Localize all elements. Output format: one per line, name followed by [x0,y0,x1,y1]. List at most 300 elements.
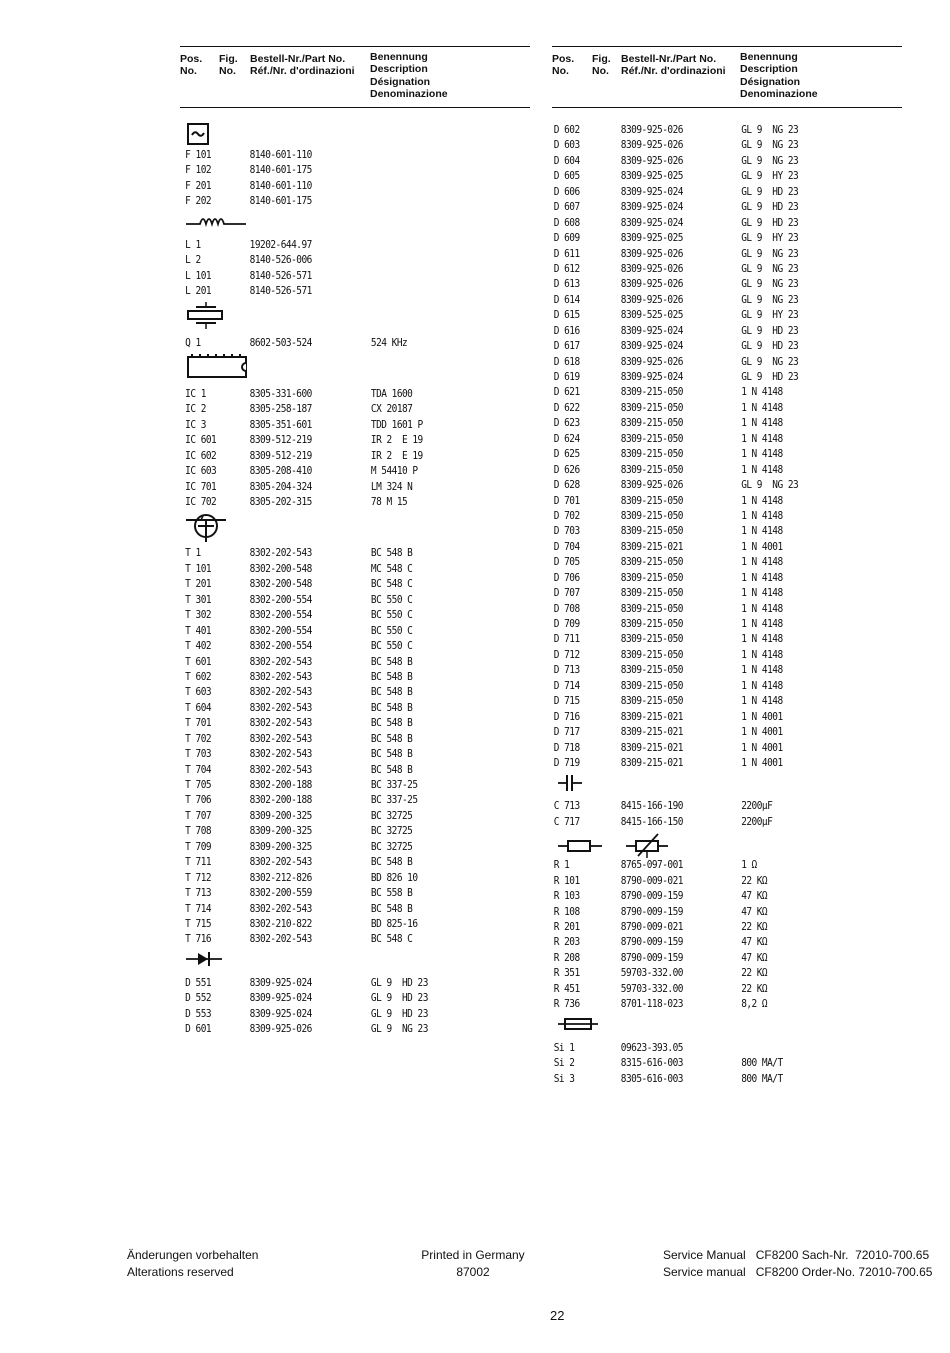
part-number-cell: 8701-118-023 [620,997,683,1011]
component-symbol [180,122,530,144]
designation-cell: GL 9 NG 23 [370,1022,428,1036]
designation-cell: GL 9 HD 23 [741,323,799,337]
designation-cell: 1 N 4001 [741,709,783,723]
part-number-cell: 8309-215-050 [620,431,683,445]
table-row [180,448,481,463]
designation-cell: 1 N 4148 [741,570,783,584]
designation-cell: 1 Ω [741,858,757,872]
part-number-cell: 8302-200-554 [249,623,312,637]
position-cell: IC 701 [185,479,217,493]
part-number-cell: 8309-925-024 [249,991,312,1005]
designation-cell: 22 KΩ [741,920,768,933]
designation-cell: GL 9 NG 23 [741,123,799,136]
position-cell: D 616 [553,323,580,337]
table-row [180,931,481,946]
table-row [180,792,481,807]
position-cell: R 451 [553,981,580,995]
position-cell: T 1 [185,546,201,560]
table-row [552,523,853,538]
designation-cell: GL 9 HD 23 [741,370,799,383]
header-pos: Pos. No. [552,53,575,78]
designation-cell: BC 548 B [370,546,413,560]
table-row [552,601,853,616]
designation-cell: M 54410 P [370,464,418,478]
position-cell: D 606 [553,184,580,198]
table-row [552,678,853,693]
designation-cell: 78 M 15 [370,495,408,508]
designation-cell: 1 N 4001 [741,725,783,739]
designation-cell: 1 N 4148 [741,447,783,461]
position-cell: T 705 [185,778,212,791]
table-row [180,990,481,1005]
position-cell: D 618 [553,354,580,368]
designation-cell: BC 548 B [370,669,413,683]
position-cell: L 201 [185,284,212,298]
header-designation: Benennung Description Désignation Denominazione [370,51,448,101]
designation-cell: 8,2 Ω [741,997,768,1011]
designation-cell: BC 550 C [370,608,413,622]
part-number-cell: 8302-200-554 [249,608,312,622]
position-cell: D 708 [553,601,580,615]
part-number-cell: 8309-215-050 [620,447,683,461]
footer-left [127,1247,258,1281]
table-row [552,662,853,677]
position-cell: D 625 [553,447,580,461]
designation-cell: 524 KHz [370,335,408,349]
part-number-cell: 8302-202-543 [249,700,312,714]
designation-cell: 47 KΩ [741,950,768,964]
designation-cell: BC 558 B [370,886,413,900]
position-cell: Si 2 [553,1056,575,1070]
designation-cell: 1 N 4001 [741,539,783,553]
position-cell: D 551 [185,975,212,989]
header-part-no: Bestell-Nr./Part No. Réf./Nr. d'ordinazioni [250,53,355,78]
part-number-cell: 8309-925-026 [620,123,683,136]
table-row [180,638,481,653]
position-cell: R 351 [553,966,580,980]
component-symbol [180,353,530,383]
table-row [180,839,481,854]
designation-cell: GL 9 NG 23 [741,138,799,152]
footer-right [663,1247,932,1281]
position-cell: R 208 [553,950,580,964]
table-row [552,965,853,980]
part-number-cell: 8309-215-050 [620,570,683,584]
position-cell: IC 3 [185,417,206,431]
component-symbol [180,212,530,234]
designation-cell: TDD 1601 P [370,417,423,431]
designation-cell: CX 20187 [370,402,413,416]
component-symbol [180,302,530,332]
part-number-cell: 8415-166-190 [620,799,683,813]
position-cell: D 701 [553,493,580,507]
position-cell: T 201 [185,577,212,591]
position-cell: D 602 [553,123,580,136]
designation-cell: 22 KΩ [741,981,768,995]
table-row [552,724,853,739]
designation-cell: IR 2 E 19 [370,433,423,447]
designation-cell: 1 N 4148 [741,601,783,615]
table-row [180,901,481,916]
table-row [180,808,481,823]
part-number-cell: 8140-526-571 [249,284,312,298]
part-number-cell: 8302-200-188 [249,778,312,791]
position-cell: D 612 [553,261,580,275]
designation-cell: GL 9 NG 23 [741,292,799,306]
designation-cell: 1 N 4148 [741,647,783,661]
parts-list-left [180,122,530,1037]
header-part-no: Bestell-Nr./Part No. Réf./Nr. d'ordinazioni [621,53,726,78]
table-row [552,798,853,813]
position-cell: D 711 [553,632,580,646]
table-row [552,338,853,353]
table-row [552,1071,853,1086]
table-row [552,508,853,523]
part-number-cell: 8309-512-219 [249,433,312,447]
table-row [552,168,853,183]
designation-cell: GL 9 NG 23 [741,478,799,492]
table-row [180,386,481,401]
position-cell: T 712 [185,870,212,884]
part-number-cell: 8309-925-025 [620,231,683,245]
position-cell: R 108 [553,904,580,918]
designation-cell: 800 MA/T [741,1056,783,1070]
designation-cell: GL 9 HD 23 [741,339,799,353]
designation-cell: BC 32725 [370,824,413,838]
position-cell: D 613 [553,277,580,291]
designation-cell: 1 N 4148 [741,694,783,708]
part-number-cell: 8309-925-026 [620,153,683,167]
part-number-cell: 8309-215-050 [620,462,683,476]
part-number-cell: 8302-200-554 [249,592,312,606]
designation-cell: GL 9 HY 23 [741,308,799,322]
part-number-cell: 8602-503-524 [249,335,312,349]
table-header [180,46,530,108]
part-number-cell: 8309-925-026 [620,292,683,306]
designation-cell: BC 548 B [370,685,413,699]
table-row [180,1006,481,1021]
designation-cell: BD 826 10 [370,870,418,884]
designation-cell: 1 N 4148 [741,508,783,522]
part-number-cell: 8140-601-175 [249,194,312,208]
table-row [552,647,853,662]
table-row [180,715,481,730]
table-row [552,539,853,554]
position-cell: T 708 [185,824,212,838]
header-fig: Fig. No. [219,53,238,78]
footer-line: Änderungen vorbehalten [127,1248,259,1262]
position-cell: D 709 [553,617,580,630]
table-row [180,607,481,622]
position-cell: D 553 [185,1006,212,1020]
designation-cell: 1 N 4001 [741,740,783,754]
table-row [552,755,853,770]
table-row [180,870,481,885]
position-cell: L 1 [185,237,201,251]
table-row [552,307,853,322]
table-row [552,554,853,569]
part-number-cell: 8309-215-021 [620,725,683,739]
part-number-cell: 8309-215-021 [620,709,683,723]
designation-cell: BC 337-25 [370,793,418,807]
component-symbol [180,512,530,542]
table-row [180,162,481,177]
table-row [552,709,853,724]
position-cell: R 736 [553,997,580,1011]
position-cell: D 717 [553,725,580,739]
position-cell: F 201 [185,178,212,192]
part-number-cell: 8309-525-025 [620,308,683,322]
designation-cell: BC 548 B [370,654,413,668]
table-row [180,1021,481,1036]
designation-cell: 1 N 4148 [741,663,783,677]
part-number-cell: 8309-215-050 [620,524,683,538]
position-cell: D 716 [553,709,580,723]
part-number-cell: 8309-215-050 [620,647,683,661]
table-row [180,762,481,777]
table-row [552,415,853,430]
part-number-cell: 8309-215-050 [620,493,683,507]
part-number-cell: 8309-200-325 [249,839,312,853]
table-row [180,854,481,869]
part-number-cell: 8305-202-315 [249,495,312,508]
part-number-cell: 8309-925-024 [249,975,312,989]
part-number-cell: 8309-215-050 [620,632,683,646]
designation-cell: 2200µF [741,814,773,828]
component-symbol [180,950,530,972]
table-row [552,261,853,276]
designation-cell: GL 9 NG 23 [741,261,799,275]
position-cell: D 706 [553,570,580,584]
table-row [180,417,481,432]
position-cell: R 203 [553,935,580,949]
position-cell: Si 3 [553,1071,575,1085]
table-row [552,323,853,338]
table-row [552,570,853,585]
designation-cell: BC 548 B [370,747,413,761]
table-row [552,814,853,829]
page-number: 22 [550,1308,565,1323]
part-number-cell: 8309-215-050 [620,617,683,630]
position-cell: D 624 [553,431,580,445]
designation-cell: BC 550 C [370,623,413,637]
designation-cell: 1 N 4148 [741,555,783,569]
part-number-cell: 8305-331-600 [249,386,312,400]
position-cell: D 707 [553,586,580,600]
part-number-cell: 8305-616-003 [620,1071,683,1085]
designation-cell: 47 KΩ [741,904,768,918]
table-row [180,268,481,283]
position-cell: D 628 [553,478,580,492]
header-fig: Fig. No. [592,53,611,78]
position-cell: L 101 [185,268,212,282]
part-number-cell: 8302-200-548 [249,561,312,575]
designation-cell: BD 825-16 [370,916,418,930]
part-number-cell: 8140-526-571 [249,268,312,282]
part-number-cell: 8315-616-003 [620,1056,683,1070]
position-cell: D 712 [553,647,580,661]
table-row [552,246,853,261]
position-cell: R 201 [553,920,580,933]
position-cell: D 703 [553,524,580,538]
part-number-cell: 8309-925-024 [620,323,683,337]
designation-cell: 47 KΩ [741,889,768,903]
part-number-cell: 8302-200-548 [249,577,312,591]
table-row [180,401,481,416]
designation-cell: IR 2 E 19 [370,448,423,462]
designation-cell: BC 32725 [370,808,413,822]
part-number-cell: 8305-258-187 [249,402,312,416]
designation-cell: BC 32725 [370,839,413,853]
position-cell: D 705 [553,555,580,569]
part-number-cell: 8140-526-006 [249,253,312,267]
footer-line: Service Manual CF8200 Sach-Nr. 72010-700.65 [663,1248,930,1262]
position-cell: IC 603 [185,464,217,478]
part-number-cell: 8302-202-543 [249,731,312,745]
footer-line: Alterations reserved [127,1265,234,1279]
part-number-cell: 8309-925-024 [620,200,683,214]
table-row [180,193,481,208]
table-row [552,904,853,919]
position-cell: R 1 [553,858,570,872]
part-number-cell: 8309-925-026 [620,478,683,492]
table-row [552,477,853,492]
part-number-cell: 8309-215-050 [620,663,683,677]
table-row [552,400,853,415]
part-number-cell: 8309-925-024 [620,184,683,198]
part-number-cell: 8305-208-410 [249,464,312,478]
part-number-cell: 8309-200-325 [249,824,312,838]
part-number-cell: 8309-215-021 [620,740,683,754]
table-row [180,916,481,931]
position-cell: F 101 [185,148,212,161]
position-cell: D 614 [553,292,580,306]
position-cell: D 719 [553,755,580,769]
position-cell: IC 702 [185,495,217,508]
part-number-cell: 8309-925-026 [249,1022,312,1036]
parts-column-left [180,46,530,1037]
parts-column-right [552,46,902,1086]
position-cell: D 623 [553,416,580,430]
designation-cell: 1 N 4148 [741,416,783,430]
designation-cell: BC 548 C [370,932,413,946]
position-cell: T 706 [185,793,212,807]
part-number-cell: 8309-215-050 [620,400,683,414]
part-number-cell: 8140-601-110 [249,148,312,161]
position-cell: IC 1 [185,386,206,400]
part-number-cell: 8302-200-554 [249,639,312,653]
designation-cell: 1 N 4148 [741,632,783,646]
component-symbol [552,773,902,795]
designation-cell: GL 9 NG 23 [741,153,799,167]
table-row [552,153,853,168]
table-row [180,494,481,509]
table-row [552,354,853,369]
part-number-cell: 8302-202-543 [249,685,312,699]
designation-cell: TDA 1600 [370,386,413,400]
table-row [552,493,853,508]
part-number-cell: 8309-215-050 [620,416,683,430]
footer-line: 87002 [456,1265,490,1279]
designation-cell: 1 N 4148 [741,385,783,399]
part-number-cell: 8140-601-110 [249,178,312,192]
position-cell: F 102 [185,163,212,177]
position-cell: T 709 [185,839,212,853]
table-header [552,46,902,108]
position-cell: IC 2 [185,402,206,416]
position-cell: C 713 [553,799,580,813]
table-row [552,1040,853,1055]
part-number-cell: 8309-215-050 [620,586,683,600]
position-cell: IC 601 [185,433,217,447]
table-row [552,137,853,152]
table-row [552,981,853,996]
position-cell: D 601 [185,1022,212,1036]
designation-cell: GL 9 NG 23 [741,246,799,260]
part-number-cell: 8309-215-050 [620,385,683,399]
position-cell: D 604 [553,153,580,167]
table-row [552,585,853,600]
table-row [552,215,853,230]
part-number-cell: 8309-215-021 [620,539,683,553]
position-cell: T 302 [185,608,212,622]
table-row [552,292,853,307]
part-number-cell: 8302-202-543 [249,546,312,560]
position-cell: T 603 [185,685,212,699]
part-number-cell: 8302-202-543 [249,747,312,761]
position-cell: D 622 [553,400,580,414]
table-row [552,857,853,872]
table-row [552,276,853,291]
part-number-cell: 09623-393.05 [620,1040,683,1054]
position-cell: T 711 [185,855,212,869]
position-cell: D 702 [553,508,580,522]
position-cell: D 615 [553,308,580,322]
part-number-cell: 8309-925-026 [620,246,683,260]
table-row [552,996,853,1011]
part-number-cell: 8415-166-150 [620,814,683,828]
designation-cell: 1 N 4148 [741,586,783,600]
position-cell: T 702 [185,731,212,745]
table-row [180,777,481,792]
table-row [180,147,481,162]
table-row [552,950,853,965]
table-row [552,184,853,199]
position-cell: T 704 [185,762,212,776]
position-cell: T 301 [185,592,212,606]
position-cell: D 619 [553,370,580,383]
table-row [180,592,481,607]
component-symbol [552,832,902,854]
table-row [552,199,853,214]
designation-cell: BC 548 B [370,700,413,714]
part-number-cell: 8309-925-026 [620,138,683,152]
designation-cell: GL 9 HY 23 [741,169,799,183]
table-row [180,335,481,350]
position-cell: D 605 [553,169,580,183]
part-number-cell: 8790-009-159 [620,889,683,903]
table-row [180,700,481,715]
position-cell: T 715 [185,916,212,930]
part-number-cell: 8302-202-543 [249,855,312,869]
table-row [180,975,481,990]
designation-cell: MC 548 C [370,561,413,575]
table-row [552,934,853,949]
designation-cell: BC 548 B [370,901,413,915]
table-row [180,684,481,699]
designation-cell: GL 9 HD 23 [370,991,428,1005]
designation-cell: BC 548 C [370,577,413,591]
